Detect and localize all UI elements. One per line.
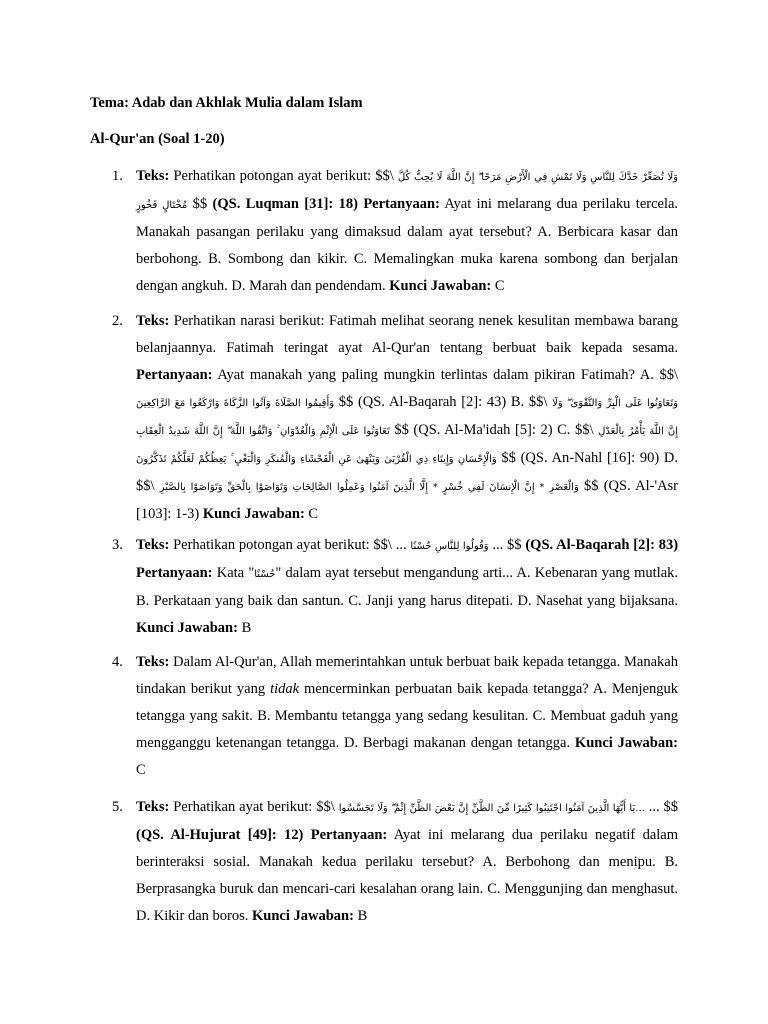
latex-delimiter: $$ bbox=[192, 196, 213, 212]
answer-key: B bbox=[241, 620, 252, 636]
question-prompt: Ayat manakah yang paling mungkin terlintas dalam pikiran Fatimah? A. $$\ bbox=[217, 367, 679, 383]
question-1 bbox=[112, 163, 678, 300]
question-prompt: Ayat ini melarang dua perilaku tercela. Manakah pasangan perilaku yang dimaksud dalam ayat tersebut? A. Berbicara kasar dan berbohong. B. Sombong dan kikir. C. Memalingkan muka karena sombong dan berjalan dengan angkuh. D. Marah dan pendendam. bbox=[136, 196, 679, 294]
question-text: Dalam Al-Qur'an, Allah memerintahkan untuk berbuat baik kepada tetangga. Manakah tindakan berikut yang bbox=[136, 654, 678, 697]
answer-key: B bbox=[357, 908, 368, 924]
question-text: Perhatikan narasi berikut: Fatimah melihat seorang nenek kesulitan membawa barang belanjaannya. Fatimah teringat ayat Al-Qur'an tentang berbuat baik kepada sesama. bbox=[136, 313, 678, 356]
answer-key-label: Kunci Jawaban: bbox=[574, 735, 679, 751]
question-body bbox=[136, 163, 678, 300]
question-prompt: Kata " bbox=[216, 565, 255, 581]
option-text: $$ (QS. An-Nahl [16]: 90) D. $$\ bbox=[136, 450, 678, 494]
question-number: 3. bbox=[112, 537, 123, 553]
question-5 bbox=[112, 794, 678, 930]
question-body bbox=[136, 649, 678, 784]
arabic-verse: وَقُولُوا لِلنَّاسِ حُسْنًا bbox=[410, 541, 489, 552]
teks-label: Teks: bbox=[136, 168, 170, 184]
question-body bbox=[136, 308, 678, 528]
pertanyaan-label: Pertanyaan: bbox=[136, 565, 213, 581]
question-2 bbox=[112, 308, 678, 528]
question-text-cont: mencerminkan perbuatan baik kepada tetangga? A. Menjenguk tetangga yang sakit. B. Membantu tetangga yang sedang kesulitan. C. Membuat gaduh yang mengganggu ketenangan tetangga. D. Berbagi makanan dengan tetangga. bbox=[136, 681, 679, 751]
teks-label: Teks: bbox=[136, 313, 170, 329]
latex-delimiter: ... $$ bbox=[648, 799, 679, 815]
answer-key: C bbox=[136, 762, 146, 778]
question-4 bbox=[112, 649, 678, 784]
question-text: Perhatikan potongan ayat berikut: $$\ bbox=[173, 168, 394, 184]
verse-reference: (QS. Al-Hujurat [49]: 12) bbox=[136, 827, 304, 843]
answer-key-label: Kunci Jawaban: bbox=[202, 506, 305, 522]
question-body bbox=[136, 794, 678, 930]
question-text: Perhatikan ayat berikut: $$\ bbox=[173, 799, 335, 815]
emphasis-text: tidak bbox=[270, 681, 300, 697]
option-text: $$ (QS. Al-Ma'idah [5]: 2) C. $$\ bbox=[394, 422, 594, 438]
arabic-verse: ...يَا أَيُّهَا الَّذِينَ آمَنُوا اجْتَنِبُوا كَثِيرًا مِّنَ الظَّنِّ إِنَّ بَعْضَ الظَّنِّ إِثْمٌ ۖ وَلَا تَجَسَّسُوا bbox=[338, 803, 645, 814]
answer-key-label: Kunci Jawaban: bbox=[136, 620, 238, 636]
question-prompt: Ayat ini melarang dua perilaku negatif dalam berinteraksi sosial. Manakah kedua perilaku tersebut? A. Berbohong dan menipu. B. Berprasangka buruk dan mencari-cari kesalahan orang lain. C. Menggunjing dan menghasut. D. Kikir dan boros. bbox=[136, 827, 679, 924]
arabic-verse-option-d: وَالْعَصْرِ * إِنَّ الْإِنسَانَ لَفِي خُسْرٍ * إِلَّا الَّذِينَ آمَنُوا وَعَمِلُوا الصَّالِحَاتِ وَتَوَاصَوْا بِالْحَقِّ وَتَوَاصَوْا بِالصَّبْرِ bbox=[159, 482, 579, 493]
arabic-verse-option-b: وَتَعَاوَنُوا عَلَى الْبِرِّ وَالتَّقْوَىٰ ۖ وَلَا تَعَاوَنُوا عَلَى الْإِثْمِ وَالْعُدْوَانِ ۚ وَاتَّقُوا اللَّهَ ۖ إِنَّ اللَّهَ شَدِيدُ الْعِقَابِ bbox=[136, 398, 678, 437]
section-heading: Al-Qur'an (Soal 1-20) bbox=[90, 131, 225, 147]
question-number: 4. bbox=[112, 654, 123, 670]
arabic-verse-option-c: إِنَّ اللَّهَ يَأْمُرُ بِالْعَدْلِ وَالْإِحْسَانِ وَإِيتَاءِ ذِي الْقُرْبَىٰ وَيَنْهَىٰ عَنِ الْفَحْشَاءِ وَالْمُنكَرِ وَالْبَغْيِ ۚ يَعِظُكُمْ لَعَلَّكُمْ تَذَكَّرُونَ bbox=[136, 426, 679, 465]
question-prompt-cont: " dalam ayat tersebut mengandung arti... A. Kebenaran yang mutlak. B. Perkataan yang baik dan santun. C. Janji yang harus ditepati. D. Nasehat yang bijaksana. bbox=[136, 565, 679, 609]
question-number: 5. bbox=[112, 799, 123, 815]
arabic-word: حُسْنًا bbox=[254, 569, 276, 580]
pertanyaan-label: Pertanyaan: bbox=[363, 196, 440, 212]
option-text: $$ (QS. Al-Baqarah [2]: 43) B. $$\ bbox=[338, 394, 548, 410]
verse-reference: (QS. Al-Baqarah [2]: 83) bbox=[525, 537, 679, 553]
arabic-verse: وَلَا تُصَعِّرْ خَدَّكَ لِلنَّاسِ وَلَا تَمْشِ فِي الْأَرْضِ مَرَحًا ۖ إِنَّ اللَّهَ لَا يُحِبُّ كُلَّ مُخْتَالٍ فَخُورٍ bbox=[136, 172, 678, 211]
question-number: 2. bbox=[112, 313, 123, 329]
latex-delimiter: ... $$ bbox=[492, 537, 526, 553]
option-text: $$ (QS. Al-'Asr [103]: 1-3) bbox=[136, 478, 679, 522]
answer-key: C bbox=[308, 506, 319, 522]
pertanyaan-label: Pertanyaan: bbox=[310, 827, 388, 843]
answer-key-label: Kunci Jawaban: bbox=[252, 908, 354, 924]
arabic-verse-option-a: وَأَقِيمُوا الصَّلَاةَ وَآتُوا الزَّكَاةَ وَارْكَعُوا مَعَ الرَّاكِعِينَ bbox=[136, 398, 335, 409]
question-number: 1. bbox=[112, 168, 123, 184]
teks-label: Teks: bbox=[136, 654, 170, 670]
question-body bbox=[136, 532, 678, 642]
teks-label: Teks: bbox=[136, 537, 170, 553]
pertanyaan-label: Pertanyaan: bbox=[136, 367, 213, 383]
teks-label: Teks: bbox=[136, 799, 170, 815]
question-3 bbox=[112, 532, 678, 642]
verse-reference: (QS. Luqman [31]: 18) bbox=[212, 196, 358, 212]
document-title: Tema: Adab dan Akhlak Mulia dalam Islam bbox=[90, 95, 363, 111]
question-text: Perhatikan potongan ayat berikut: $$\ ... bbox=[173, 537, 407, 553]
answer-key: C bbox=[494, 278, 505, 294]
answer-key-label: Kunci Jawaban: bbox=[389, 278, 492, 294]
